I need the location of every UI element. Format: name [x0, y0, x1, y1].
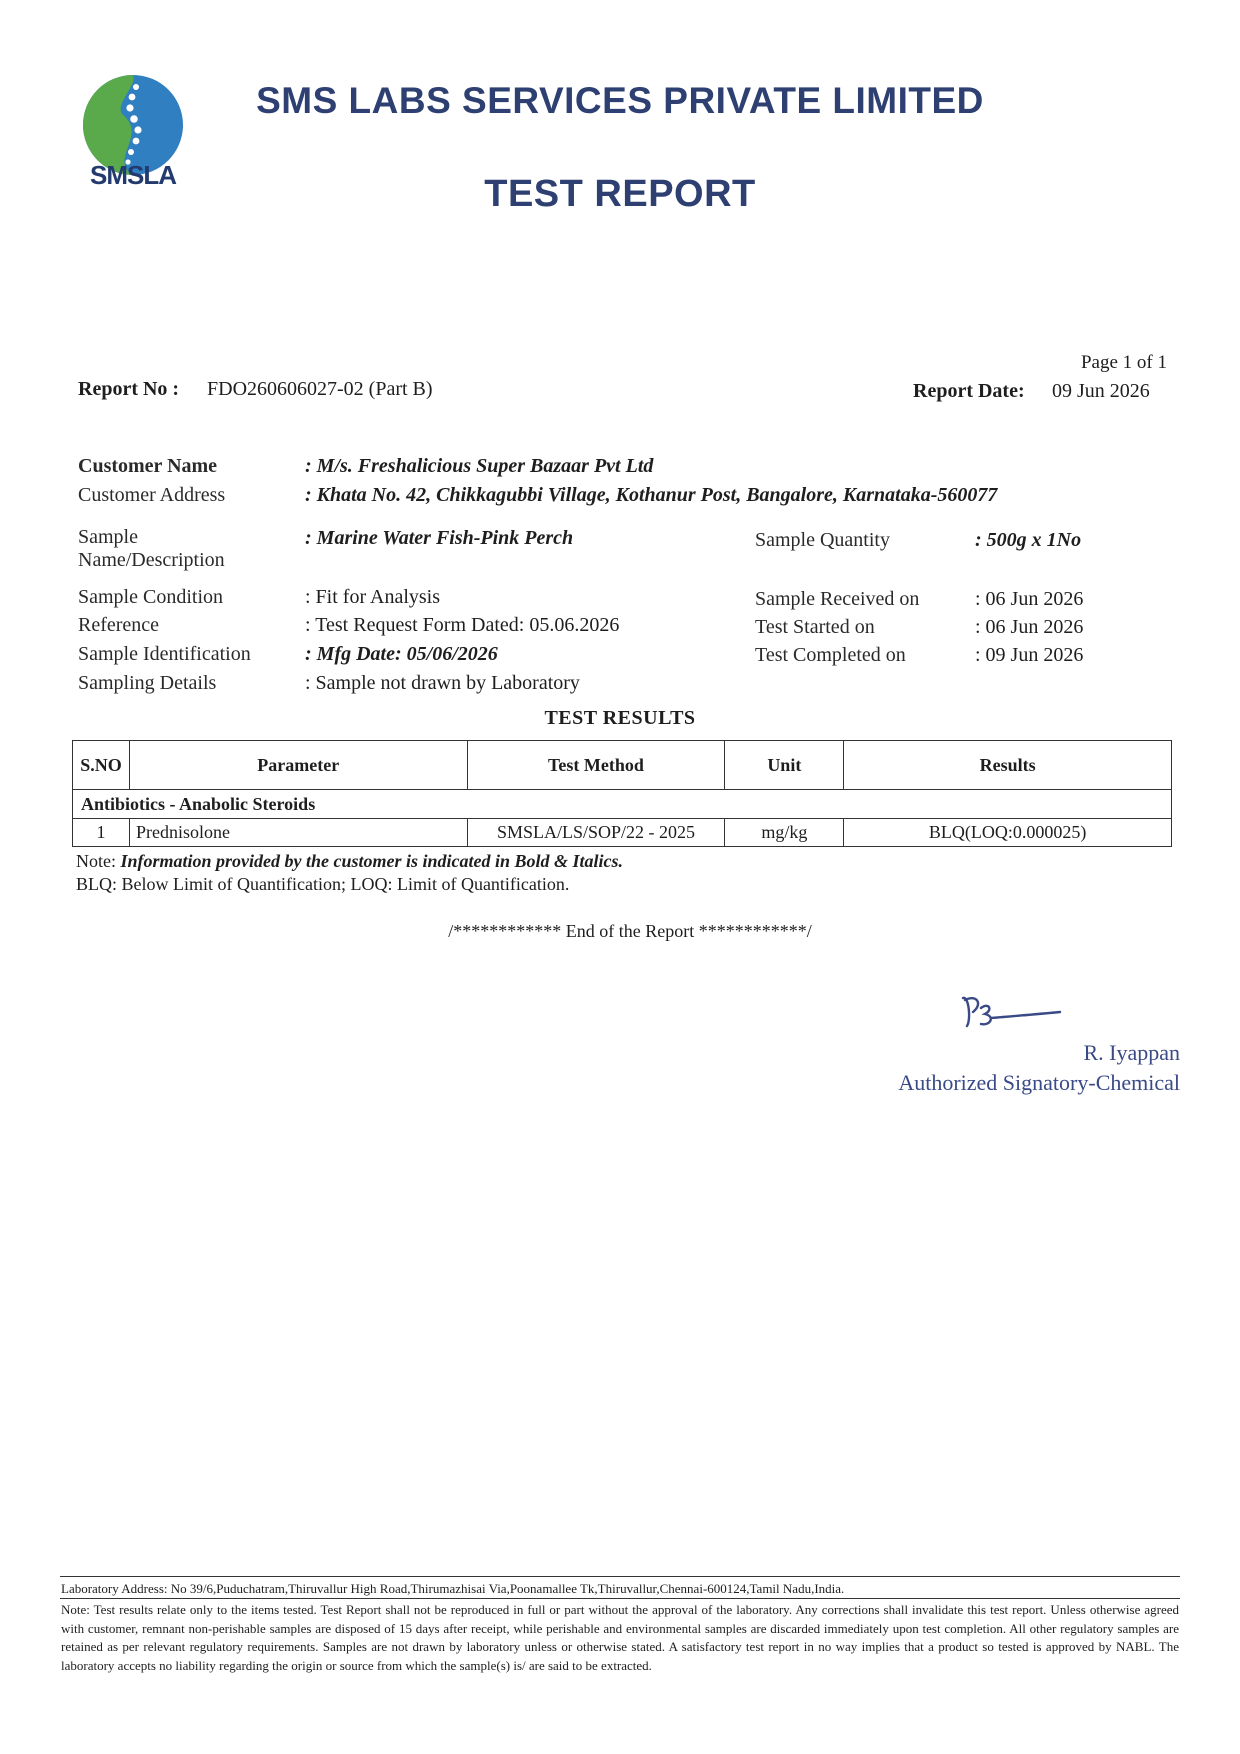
- customer-address-label: Customer Address: [78, 484, 226, 506]
- sampling-details-label: Sampling Details: [78, 672, 217, 694]
- lab-address: Laboratory Address: No 39/6,Puduchatram,Thiruvallur High Road,Thirumazhisai Via,Poonamallee Tk,Thiruvallur,Chennai-600124,Tamil Nadu,India.: [61, 1581, 845, 1596]
- cell-sno: 1: [73, 819, 130, 847]
- reference-value: : Test Request Form Dated: 05.06.2026: [305, 614, 620, 636]
- document-title: TEST REPORT: [484, 173, 756, 215]
- footer-divider-top: [60, 1576, 1180, 1577]
- sample-identification-label: Sample Identification: [78, 643, 251, 665]
- sample-name-label: Sample: [78, 526, 138, 548]
- cell-test-method: SMSLA/LS/SOP/22 - 2025: [467, 819, 725, 847]
- header-unit: Unit: [725, 741, 844, 790]
- sample-condition-value: : Fit for Analysis: [305, 586, 441, 608]
- company-name: SMS LABS SERVICES PRIVATE LIMITED: [256, 80, 984, 121]
- test-started-value: : 06 Jun 2026: [975, 616, 1084, 638]
- sample-name-value: : Marine Water Fish-Pink Perch: [305, 527, 574, 549]
- customer-name-label: Customer Name: [78, 455, 218, 477]
- customer-name-value: : M/s. Freshalicious Super Bazaar Pvt Ltd: [305, 455, 654, 477]
- note-bold-text: Information provided by the customer is indicated in Bold & Italics.: [120, 851, 624, 871]
- blq-note: BLQ: Below Limit of Quantification; LOQ: Limit of Quantification.: [76, 874, 570, 894]
- reference-label: Reference: [78, 614, 160, 636]
- sample-quantity-label: Sample Quantity: [755, 529, 890, 551]
- signatory-role: Authorized Signatory-Chemical: [898, 1070, 1180, 1095]
- sample-condition-label: Sample Condition: [78, 586, 223, 608]
- footer-divider-bottom: [60, 1598, 1180, 1599]
- cell-parameter: Prednisolone: [129, 819, 467, 847]
- end-of-report: /************ End of the Report ************/: [448, 921, 812, 941]
- results-table: [72, 740, 1172, 847]
- customer-info-note: [76, 851, 623, 872]
- cell-unit: mg/kg: [725, 819, 844, 847]
- footer-disclaimer: Note: Test results relate only to the items tested. Test Report shall not be reproduced in full or part without the approval of the laboratory. Any corrections shall invalidate this test report. Unless otherwise agreed with customer, remnant non-perishable samples are disposed of 15 days after receipt, while perishable and environmental samples are discarded immediately upon test completion. All other regulatory samples are retained as per relevant regulatory requirements. Samples are not drawn by laboratory unless or otherwise stated. A satisfactory test report in no way implies that a product so tested is approved by NABL. The laboratory accepts no liability regarding the origin or source from which the sample(s) is/ are said to be extracted.: [61, 1602, 1179, 1673]
- sample-received-value: : 06 Jun 2026: [975, 588, 1084, 610]
- sample-identification-value: : Mfg Date: 05/06/2026: [305, 643, 498, 665]
- report-date-value: 09 Jun 2026: [1052, 380, 1150, 402]
- report-no-value: FDO260606027-02 (Part B): [207, 378, 433, 400]
- page-number: Page 1 of 1: [1080, 352, 1167, 373]
- header-test-method: Test Method: [467, 741, 725, 790]
- sample-received-label: Sample Received on: [755, 588, 920, 610]
- header-parameter: Parameter: [129, 741, 467, 790]
- header-results: Results: [844, 741, 1172, 790]
- table-row: [73, 819, 1172, 847]
- sample-quantity-value: : 500g x 1No: [975, 529, 1082, 551]
- cell-result: BLQ(LOQ:0.000025): [844, 819, 1172, 847]
- customer-address-value: : Khata No. 42, Chikkagubbi Village, Kothanur Post, Bangalore, Karnataka-560077: [305, 484, 998, 506]
- test-completed-label: Test Completed on: [755, 644, 906, 666]
- signatory-name: R. Iyappan: [1083, 1040, 1180, 1065]
- report-date-label: Report Date:: [913, 380, 1025, 402]
- sampling-details-value: : Sample not drawn by Laboratory: [305, 672, 580, 694]
- sample-description-label: Name/Description: [78, 549, 225, 571]
- header-sno: S.NO: [73, 741, 130, 790]
- test-completed-value: : 09 Jun 2026: [975, 644, 1084, 666]
- report-no-label: Report No :: [78, 378, 180, 400]
- test-results-title: TEST RESULTS: [544, 707, 696, 729]
- note-prefix: Note:: [76, 851, 121, 871]
- test-started-label: Test Started on: [755, 616, 875, 638]
- signature-mark-icon: [955, 990, 1065, 1040]
- group-row-antibiotics: Antibiotics - Anabolic Steroids: [73, 790, 1172, 819]
- logo-text: SMSLA: [90, 160, 176, 190]
